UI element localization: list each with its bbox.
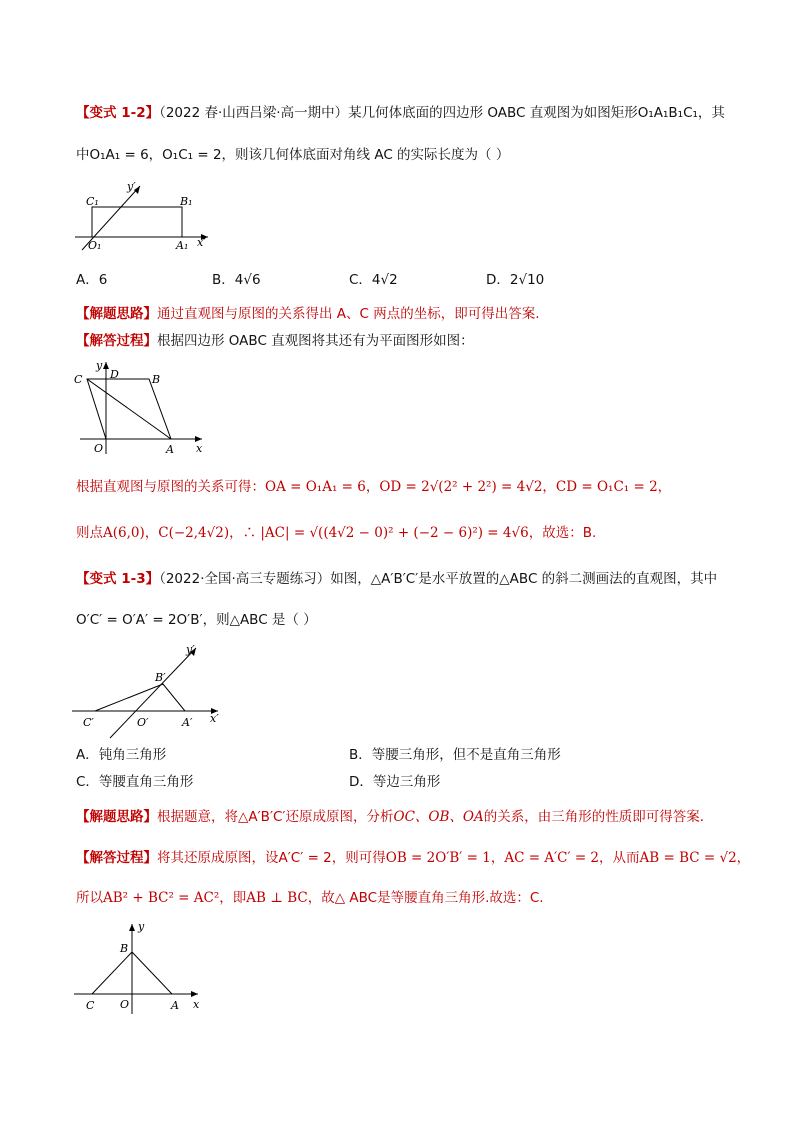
sol2-answer: ，故△ ABC是等腰直角三角形.故选：C. (307, 890, 544, 906)
option-d: D．2√10 (486, 272, 545, 288)
hint-segments: OC、OB、OA (393, 809, 484, 825)
option-b: B．等腰三角形，但不是直角三角形 (349, 747, 561, 763)
label-c: C (86, 999, 95, 1012)
solution-text: 根据四边形 OABC 直观图将其还有为平面图形如图： (157, 333, 474, 349)
figure-oblique-triangle (70, 640, 230, 740)
label-a: A (171, 999, 179, 1012)
label-ap: A′ (182, 716, 193, 729)
rectangle-o1a1b1c1 (92, 207, 182, 237)
label-xp: x′ (210, 712, 219, 725)
sol2-conj: ，即 (219, 890, 247, 906)
problem-1-3-line1 (76, 570, 717, 588)
result-formula: OA = O₁A₁ = 6，OD = 2√(2² + 2²) = 4√2，CD = O₁C₁ = 2， (265, 479, 672, 495)
label-yp: y′ (127, 180, 136, 193)
solution-formula-2: AB = BC = √2， (639, 850, 751, 866)
result-line-1 (76, 478, 671, 496)
problem-source: （2022 春·山西吕梁·高一期中） (159, 105, 349, 121)
problem-tag: 【变式 1-2】 (76, 105, 160, 121)
solution-1-2 (76, 332, 474, 350)
label-o: O (94, 442, 104, 455)
option-c: C．等腰直角三角形 (76, 774, 194, 790)
problem-text: 如图，△A′B′C′是水平放置的△ABC 的斜二测画法的直观图，其中 (330, 571, 718, 587)
label-cp: C′ (83, 716, 94, 729)
label-yp: y′ (186, 643, 195, 656)
label-b: B (120, 942, 129, 955)
result-intro: 根据直观图与原图的关系可得： (76, 479, 265, 495)
option-d: D．等边三角形 (349, 774, 441, 790)
problem-text: 某几何体底面的四边形 OABC 直观图为如图矩形O₁A₁B₁C₁，其 (348, 105, 725, 121)
option-b: B．4√6 (212, 272, 261, 288)
result-formula: A(6,0)，C(−2,4√2)，∴ |AC| = √((4√2 − 0)² + (−2 − 6)²) = 4√6 (103, 525, 529, 541)
label-bp: B′ (155, 671, 166, 684)
label-o1: O₁ (88, 239, 102, 252)
option-c: C．4√2 (349, 272, 398, 288)
hint-text: 根据题意，将△A′B′C′还原成原图，分析 (157, 809, 394, 825)
label-x: x (193, 998, 200, 1011)
sol2-perp: AB ⊥ BC (246, 890, 308, 906)
label-a: A (166, 443, 174, 456)
problem-1-3-line2: O′C′ = O′A′ = 2O′B′，则△ABC 是（ ） (76, 612, 317, 628)
label-x: x (196, 442, 203, 455)
hint-tag: 【解题思路】 (76, 809, 157, 825)
label-c1: C₁ (86, 195, 99, 208)
hint-text-end: 的关系，由三角形的性质即可得答案． (483, 809, 714, 825)
result-line-2 (76, 524, 596, 542)
solution-conj: 从而 (612, 850, 640, 866)
problem-1-2-line1 (76, 104, 725, 122)
diagonal-ac (87, 379, 171, 439)
label-b: B (152, 373, 161, 386)
sol2-prefix: 所以 (76, 890, 103, 906)
label-o: O (120, 998, 130, 1011)
y-arrow (129, 924, 135, 931)
problem-1-2-line2: 中O₁A₁ = 6，O₁C₁ = 2，则该几何体底面对角线 AC 的实际长度为（ ） (76, 147, 510, 163)
x-arrow (191, 991, 198, 997)
figure-restored-quadrilateral (70, 356, 220, 456)
problem-tag: 【变式 1-3】 (76, 571, 160, 587)
solution-tag: 【解答过程】 (76, 850, 157, 866)
option-a: A．6 (76, 272, 108, 288)
label-xp: x′ (197, 236, 206, 249)
hint-text: 通过直观图与原图的关系得出 A、C 两点的坐标，即可得出答案. (157, 306, 540, 322)
label-y: y (96, 359, 103, 372)
result-prefix: 则点 (76, 525, 103, 541)
sol2-formula: AB² + BC² = AC² (103, 890, 220, 906)
solution-1-3-line2 (76, 889, 544, 907)
label-b1: B₁ (180, 195, 193, 208)
hint-1-2 (76, 305, 540, 323)
label-a1: A₁ (176, 239, 189, 252)
solution-tag: 【解答过程】 (76, 333, 157, 349)
label-y: y (138, 920, 145, 933)
solution-text: 将其还原成原图，设A′C′ = 2，则可得 (157, 850, 386, 866)
label-op: O′ (137, 716, 149, 729)
hint-tag: 【解题思路】 (76, 306, 157, 322)
option-a: A．钝角三角形 (76, 747, 167, 763)
hint-1-3 (76, 808, 713, 826)
label-d: D (110, 368, 119, 381)
solution-formula: OB = 2O′B′ = 1，AC = A′C′ = 2， (385, 850, 613, 866)
figure-restored-triangle (70, 918, 220, 1018)
label-c: C (74, 373, 83, 386)
result-answer: ，故选：B. (528, 525, 597, 541)
solution-1-3-line1 (76, 849, 750, 867)
figure-rectangle-diagram (70, 178, 220, 253)
y-arrow (103, 362, 109, 369)
problem-source: （2022·全国·高三专题练习） (159, 571, 331, 587)
